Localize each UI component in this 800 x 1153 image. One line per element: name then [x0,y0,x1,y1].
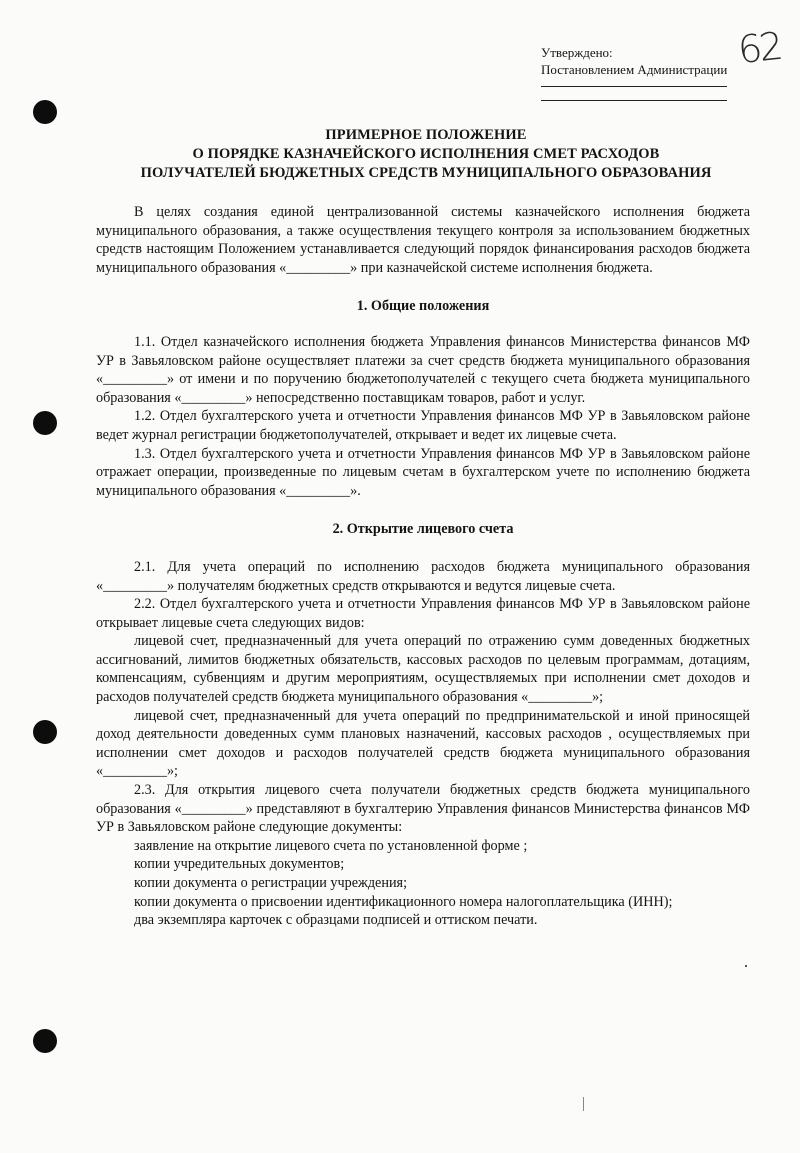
paragraph: лицевой счет, предназначенный для учета операций по отражению сумм доведенных бюджетных ассигнований, лимитов бюджетных обязательств, кассовых расходов по целевым программам, дотациям, компенсациям, субвенциям и другим мероприятиям, осуществляемых при исполнении смет доходов и расходов получателей средств бюджета муниципального образования «_________»; [96,633,750,706]
handwritten-page-number: 62 [735,23,783,73]
paragraph: 2.3. Для открытия лицевого счета получатели бюджетных средств бюджета муниципального образования «_________» представляют в бухгалтерию Управления финансов Министерства финансов МФ УР в Завьяловском районе следующие документы: [96,782,750,836]
paragraph: 1.1. Отдел казначейского исполнения бюджета Управления финансов Министерства финансов МФ УР в Завьяловском районе осуществляет платежи за счет средств бюджета муниципального образования «_________» от имени и по поручению бюджетополучателей с текущего счета бюджета муниципального образования «_________» непосредственно поставщикам товаров, работ и услуг. [96,333,750,406]
title-line: О ПОРЯДКЕ КАЗНАЧЕЙСКОГО ИСПОЛНЕНИЯ СМЕТ РАСХОДОВ [192,146,660,162]
paragraph: 1.3. Отдел бухгалтерского учета и отчетности Управления финансов МФ УР в Завьяловском районе отражает операции, произведенные по лицевым счетам в бухгалтерском учете по исполнению бюджета муниципального образования «_________». [96,445,750,499]
document-list-item: копии документа о присвоении идентификационного номера налогоплательщика (ИНН); [134,893,673,910]
scan-speck [745,965,747,967]
document-list-item: копии документа о регистрации учреждения; [134,875,408,891]
paragraph: 2.2. Отдел бухгалтерского учета и отчетности Управления финансов МФ УР в Завьяловском районе открывает лицевые счета следующих видов: [96,596,750,631]
paragraph: лицевой счет, предназначенный для учета операций по предпринимательской и иной приносящей доход деятельности доведенных сумм плановых назначений, кассовых расходов , осуществляемых при исполнении смет доходов и расходов получателей средств бюджета муниципального образования «_________»; [96,707,750,780]
document-list-item: копии учредительных документов; [134,856,345,873]
document-title [96,126,756,183]
document-list-item: два экземпляра карточек с образцами подписей и оттиском печати. [134,912,538,929]
scan-speck [583,1097,584,1111]
approval-authority: Постановлением Администрации [541,62,728,77]
approval-block [541,44,727,101]
approval-label: Утверждено: [541,45,613,60]
document-list-item: заявление на открытие лицевого счета по установленной форме ; [134,837,528,854]
intro-paragraph: В целях создания единой централизованной системы казначейского исполнения бюджета муниципального образования, а также осуществления текущего контроля за использованием бюджетных средств настоящим Положением устанавливается следующий порядок финансирования расходов бюджета муниципального образования «_________» при казначейской системе исполнения бюджета. [96,204,750,276]
section-heading: 2. Открытие лицевого счета [332,521,514,538]
paragraph: 1.2. Отдел бухгалтерского учета и отчетности Управления финансов МФ УР в Завьяловском районе ведет журнал регистрации бюджетополучателей, открывает и ведет их лицевые счета. [96,408,750,443]
punch-hole [33,411,57,435]
signature-line [541,86,727,87]
document-body [96,203,750,930]
paragraph: 2.1. Для учета операций по исполнению расходов бюджета муниципального образования «_________» получателям бюджетных средств открываются и ведутся лицевые счета. [96,558,750,594]
title-line: ПОЛУЧАТЕЛЕЙ БЮДЖЕТНЫХ СРЕДСТВ МУНИЦИПАЛЬНОГО ОБРАЗОВАНИЯ [140,165,712,181]
punch-hole [33,720,57,744]
section-heading: 1. Общие положения [356,298,490,315]
punch-hole [33,100,57,124]
punch-hole [33,1029,57,1053]
title-line: ПРИМЕРНОЕ ПОЛОЖЕНИЕ [325,127,527,143]
signature-line [541,100,727,101]
